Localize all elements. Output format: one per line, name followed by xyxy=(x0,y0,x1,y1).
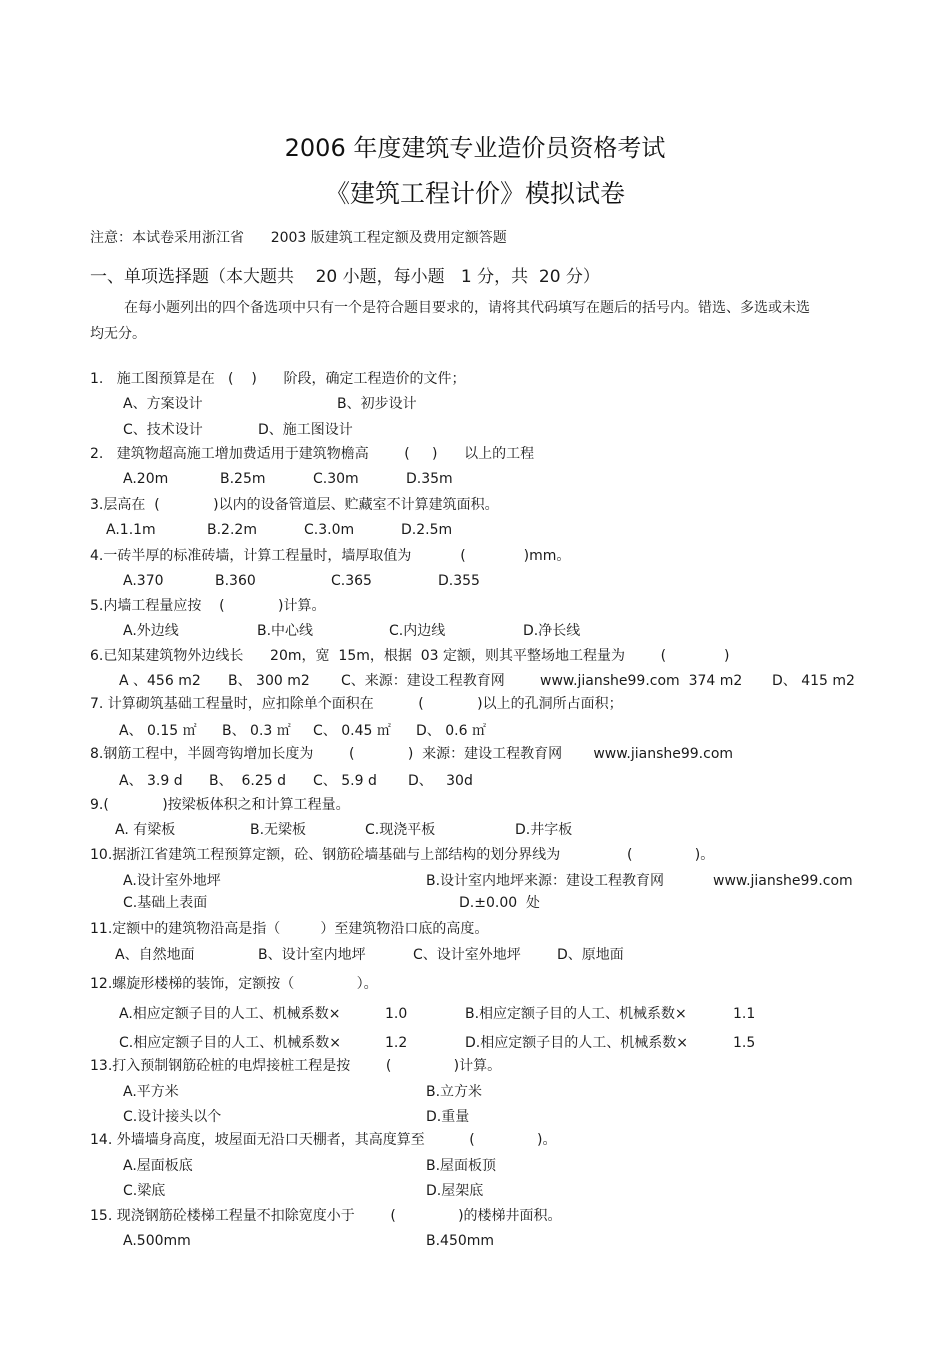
option: C.365 xyxy=(331,573,372,589)
question-stem: 14. 外墙墙身高度，坡屋面无沿口天棚者，其高度算至 ( )。 xyxy=(90,1132,557,1148)
option: D.2.5m xyxy=(401,522,453,538)
option: C.设计接头以个 xyxy=(123,1109,222,1125)
exam-subtitle: 《建筑工程计价》模拟试卷 xyxy=(324,179,625,208)
option: D.355 xyxy=(438,573,480,589)
option: A、 0.15 ㎡ xyxy=(119,723,197,739)
option: A.370 xyxy=(123,573,164,589)
option: C、 0.45 ㎡ xyxy=(313,723,391,739)
option: D.±0.00 处 xyxy=(459,895,541,911)
option: B、 300 m2 xyxy=(228,673,310,689)
exam-note: 注意：本试卷采用浙江省 2003 版建筑工程定额及费用定额答题 xyxy=(90,230,507,246)
option: B、 6.25 d xyxy=(209,773,287,789)
option: A.屋面板底 xyxy=(123,1158,193,1174)
option: C.梁底 xyxy=(123,1183,166,1199)
option: C.相应定额子目的人工、机械系数× xyxy=(119,1035,341,1051)
option: C、设计室外地坪 xyxy=(413,947,521,963)
question-stem: 7. 计算砌筑基础工程量时，应扣除单个面积在 ( )以上的孔洞所占面积； xyxy=(90,696,623,712)
option: A.1.1m xyxy=(106,522,156,538)
option: B.无梁板 xyxy=(250,822,307,838)
question-stem: 9.( )按梁板体积之和计算工程量。 xyxy=(90,797,350,813)
section-heading: 一、单项选择题（本大题共 20 小题，每小题 1 分，共 20 分） xyxy=(90,267,600,287)
option: A、 3.9 d xyxy=(119,773,183,789)
option: D、 415 m2 xyxy=(772,673,855,689)
question-stem: 11.定额中的建筑物沿高是指（ ）至建筑物沿口底的高度。 xyxy=(90,921,489,937)
option: B.450mm xyxy=(426,1233,495,1249)
option: A.设计室外地坪 xyxy=(123,873,221,889)
section-instructions: 在每小题列出的四个备选项中只有一个是符合题目要求的，请将其代码填写在题后的括号内。错选、多选或未选均无分。 xyxy=(90,300,810,342)
question-stem: 2. 建筑物超高施工增加费适用于建筑物檐高 ( ) 以上的工程 xyxy=(90,446,535,462)
question-stem: 5.内墙工程量应按 ( )计算。 xyxy=(90,598,326,614)
question-stem: 13.打入预制钢筋砼桩的电焊接桩工程是按 ( )计算。 xyxy=(90,1058,502,1074)
question-stem: 4.一砖半厚的标准砖墙，计算工程量时，墙厚取值为 ( )mm。 xyxy=(90,548,571,564)
option: A 、456 m2 xyxy=(119,673,201,689)
option: D.重量 xyxy=(426,1109,470,1125)
question-stem: 1. 施工图预算是在 ( ) 阶段，确定工程造价的文件； xyxy=(90,371,466,387)
option: D.屋架底 xyxy=(426,1183,484,1199)
option: A. 有梁板 xyxy=(115,822,176,838)
option: B.2.2m xyxy=(207,522,257,538)
option: A、方案设计 xyxy=(123,396,203,412)
option: D、 0.6 ㎡ xyxy=(416,723,486,739)
option: C、 5.9 d xyxy=(313,773,377,789)
option: C.内边线 xyxy=(389,623,446,639)
option: A、自然地面 xyxy=(115,947,195,963)
question-stem: 10.据浙江省建筑工程预算定额，砼、钢筋砼墙基础与上部结构的划分界线为 ( )。 xyxy=(90,847,715,863)
option: A.20m xyxy=(123,471,169,487)
option: C、技术设计 xyxy=(123,422,203,438)
option: D、原地面 xyxy=(557,947,624,963)
option: D、施工图设计 xyxy=(258,422,353,438)
option: C.3.0m xyxy=(304,522,355,538)
option: C.基础上表面 xyxy=(123,895,208,911)
option: B.立方米 xyxy=(426,1084,483,1100)
exam-title: 2006 年度建筑专业造价员资格考试 xyxy=(284,134,666,162)
option: B.设计室内地坪来源：建设工程教育网 xyxy=(426,873,665,889)
option-factor: 1.5 xyxy=(733,1035,756,1051)
option: B.25m xyxy=(220,471,266,487)
option: C.30m xyxy=(313,471,359,487)
option: A.外边线 xyxy=(123,623,179,639)
option: B、 0.3 ㎡ xyxy=(222,723,291,739)
option: A.500mm xyxy=(123,1233,191,1249)
option: C、来源：建设工程教育网 xyxy=(341,673,505,689)
option: D、 30d xyxy=(408,773,473,789)
option: B.屋面板顶 xyxy=(426,1158,497,1174)
option-factor: 1.2 xyxy=(385,1035,408,1051)
option: D.井字板 xyxy=(515,822,573,838)
option-factor: 1.1 xyxy=(733,1006,756,1022)
option: www.jianshe99.com xyxy=(713,873,853,889)
option: A.平方米 xyxy=(123,1084,179,1100)
option: B、设计室内地坪 xyxy=(258,947,366,963)
option: D.净长线 xyxy=(523,623,581,639)
question-stem: 3.层高在 ( )以内的设备管道层、贮藏室不计算建筑面积。 xyxy=(90,497,499,513)
option: B.相应定额子目的人工、机械系数× xyxy=(465,1006,687,1022)
question-stem: 8.钢筋工程中，半圆弯钩增加长度为 ( ) 来源：建设工程教育网 www.jianshe99.com xyxy=(90,746,734,762)
question-stem: 6.已知某建筑物外边线长 20m，宽 15m，根据 03 定额，则其平整场地工程量为 ( ) xyxy=(90,648,730,664)
option: C.现浇平板 xyxy=(365,822,436,838)
option: B.中心线 xyxy=(257,623,314,639)
option: B、初步设计 xyxy=(337,396,417,412)
option: www.jianshe99.com 374 m2 xyxy=(540,673,743,689)
question-stem: 15. 现浇钢筋砼楼梯工程量不扣除宽度小于 ( )的楼梯井面积。 xyxy=(90,1208,562,1224)
option: D.35m xyxy=(406,471,453,487)
question-stem: 12.螺旋形楼梯的装饰，定额按（ ）。 xyxy=(90,976,378,992)
option: B.360 xyxy=(215,573,256,589)
option: D.相应定额子目的人工、机械系数× xyxy=(465,1035,688,1051)
option: A.相应定额子目的人工、机械系数× xyxy=(119,1006,341,1022)
option-factor: 1.0 xyxy=(385,1006,408,1022)
